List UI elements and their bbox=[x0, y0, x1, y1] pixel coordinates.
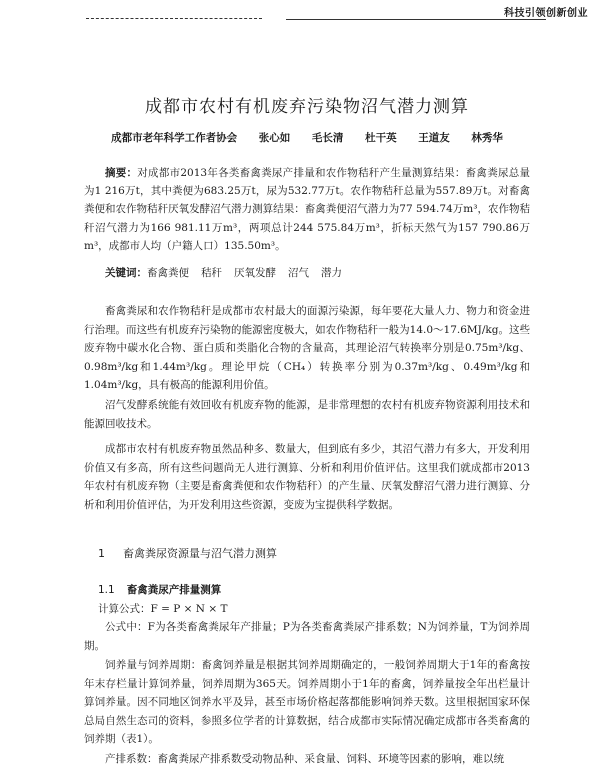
formula: 计算公式：F = P × N × T bbox=[98, 603, 228, 615]
header-rule-right bbox=[286, 19, 546, 20]
body-paragraph-feeding-period: 饲养量与饲养周期：畜禽饲养量是根据其饲养周期确定的，一般饲养周期大于1年的畜禽按年末存栏量计算饲养量，饲养周期为365天。饲养周期小于1年的畜禽，饲养量按全年出栏量计算饲养量。因不同地区饲养水平及异，甚至市场价格起落都能影响饲养天数。这里根据国家环保总局自然生态司的资料，参照多位学者的计算数据，结合成都市实际情况确定成都市各类畜禽的饲养期（表1）。 bbox=[84, 659, 530, 746]
abstract bbox=[84, 164, 530, 255]
section-heading bbox=[98, 545, 277, 561]
author-name: 毛长清 bbox=[311, 132, 344, 144]
subsection-heading bbox=[98, 582, 221, 597]
keywords-label: 关键词： bbox=[105, 267, 147, 279]
author-organization: 成都市老年科学工作者协会 bbox=[111, 132, 238, 144]
running-head: 科技引领创新创业 bbox=[504, 8, 588, 19]
keyword: 潜力 bbox=[321, 267, 342, 279]
section-number: 1 bbox=[98, 547, 105, 560]
body-paragraph-intro: 畜禽粪尿和农作物秸秆是成都市农村最大的面源污染源，每年要花大量人力、物力和资金进行治理。而这些有机废弃污染物的能源密度极大，如农作物秸秆一般为14.0～17.6MJ/kg。这些废弃物中碳水化合物、蛋白质和类脂化合物的含量高，其理论沼气转换率分别是0.75m³/kg、0.98m³/kg和1.44m³/kg。理论甲烷（CH₄）转换率分别为0.37m³/kg、0.49m³/kg和1.04m³/kg，具有极高的能源利用价值。 bbox=[84, 305, 530, 392]
section-title: 畜禽粪尿资源量与沼气潜力测算 bbox=[123, 547, 277, 560]
author-name: 林秀华 bbox=[471, 132, 503, 144]
abstract-label: 摘要： bbox=[105, 167, 138, 179]
author-name: 张心如 bbox=[258, 132, 291, 144]
paper-title: 成都市农村有机废弃污染物沼气潜力测算 bbox=[145, 97, 469, 117]
author-line bbox=[84, 130, 530, 145]
header-rule-left bbox=[86, 18, 262, 19]
body-paragraph-coefficient: 产排系数：畜禽粪尿产排系数受动物品种、采食量、饲料、环境等因素的影响，难以统 bbox=[105, 753, 504, 765]
body-paragraph-purpose: 成都市农村有机废弃物虽然品种多、数量大，但到底有多少，其沼气潜力有多大，开发利用价值又有多高，所有这些问题尚无人进行测算、分析和利用价值评估。这里我们就成都市2013年农村有机废弃物（主要是畜禽粪便和农作物秸秆）的产生量、厌氧发酵沼气潜力进行测算、分析和利用价值评估，为开发利用这些资源，变废为宝提供科学数据。 bbox=[84, 443, 530, 511]
author-name: 杜干英 bbox=[365, 132, 397, 144]
body-paragraph-formula-legend: 公式中：F为各类畜禽粪尿年产排量；P为各类畜禽粪尿产排系数；N为饲养量，T为饲养周期。 bbox=[84, 621, 530, 652]
keyword: 厌氧发酵 bbox=[234, 267, 276, 279]
subsection-title: 畜禽粪尿产排量测算 bbox=[126, 584, 222, 596]
body-paragraph-biogas: 沼气发酵系统能有效回收有机废弃物的能源，是非常理想的农村有机废弃物资源利用技术和能源回收技术。 bbox=[84, 399, 530, 430]
keyword: 秸秆 bbox=[201, 267, 222, 279]
abstract-text: 对成都市2013年各类畜禽粪尿产排量和农作物秸秆产生量测算结果：畜禽粪尿总量为1 216万t，其中粪便为683.25万t，尿为532.77万t。农作物秸秆总量为557.89万t。对畜禽粪便和农作物秸秆厌氧发酵沼气潜力测算结果：畜禽粪便沼气潜力为77 594.74万m³，农作物秸秆沼气潜力为166 981.11万m³，两项总计244 575.84万m³，折标天然气为157 790.86万m³，成都市人均（户籍人口）135.50m³。 bbox=[84, 167, 530, 252]
keywords bbox=[84, 264, 530, 282]
subsection-number: 1.1 bbox=[98, 584, 115, 596]
author-name: 王道友 bbox=[418, 132, 450, 144]
keyword: 沼气 bbox=[288, 267, 309, 279]
keyword: 畜禽粪便 bbox=[147, 267, 189, 279]
